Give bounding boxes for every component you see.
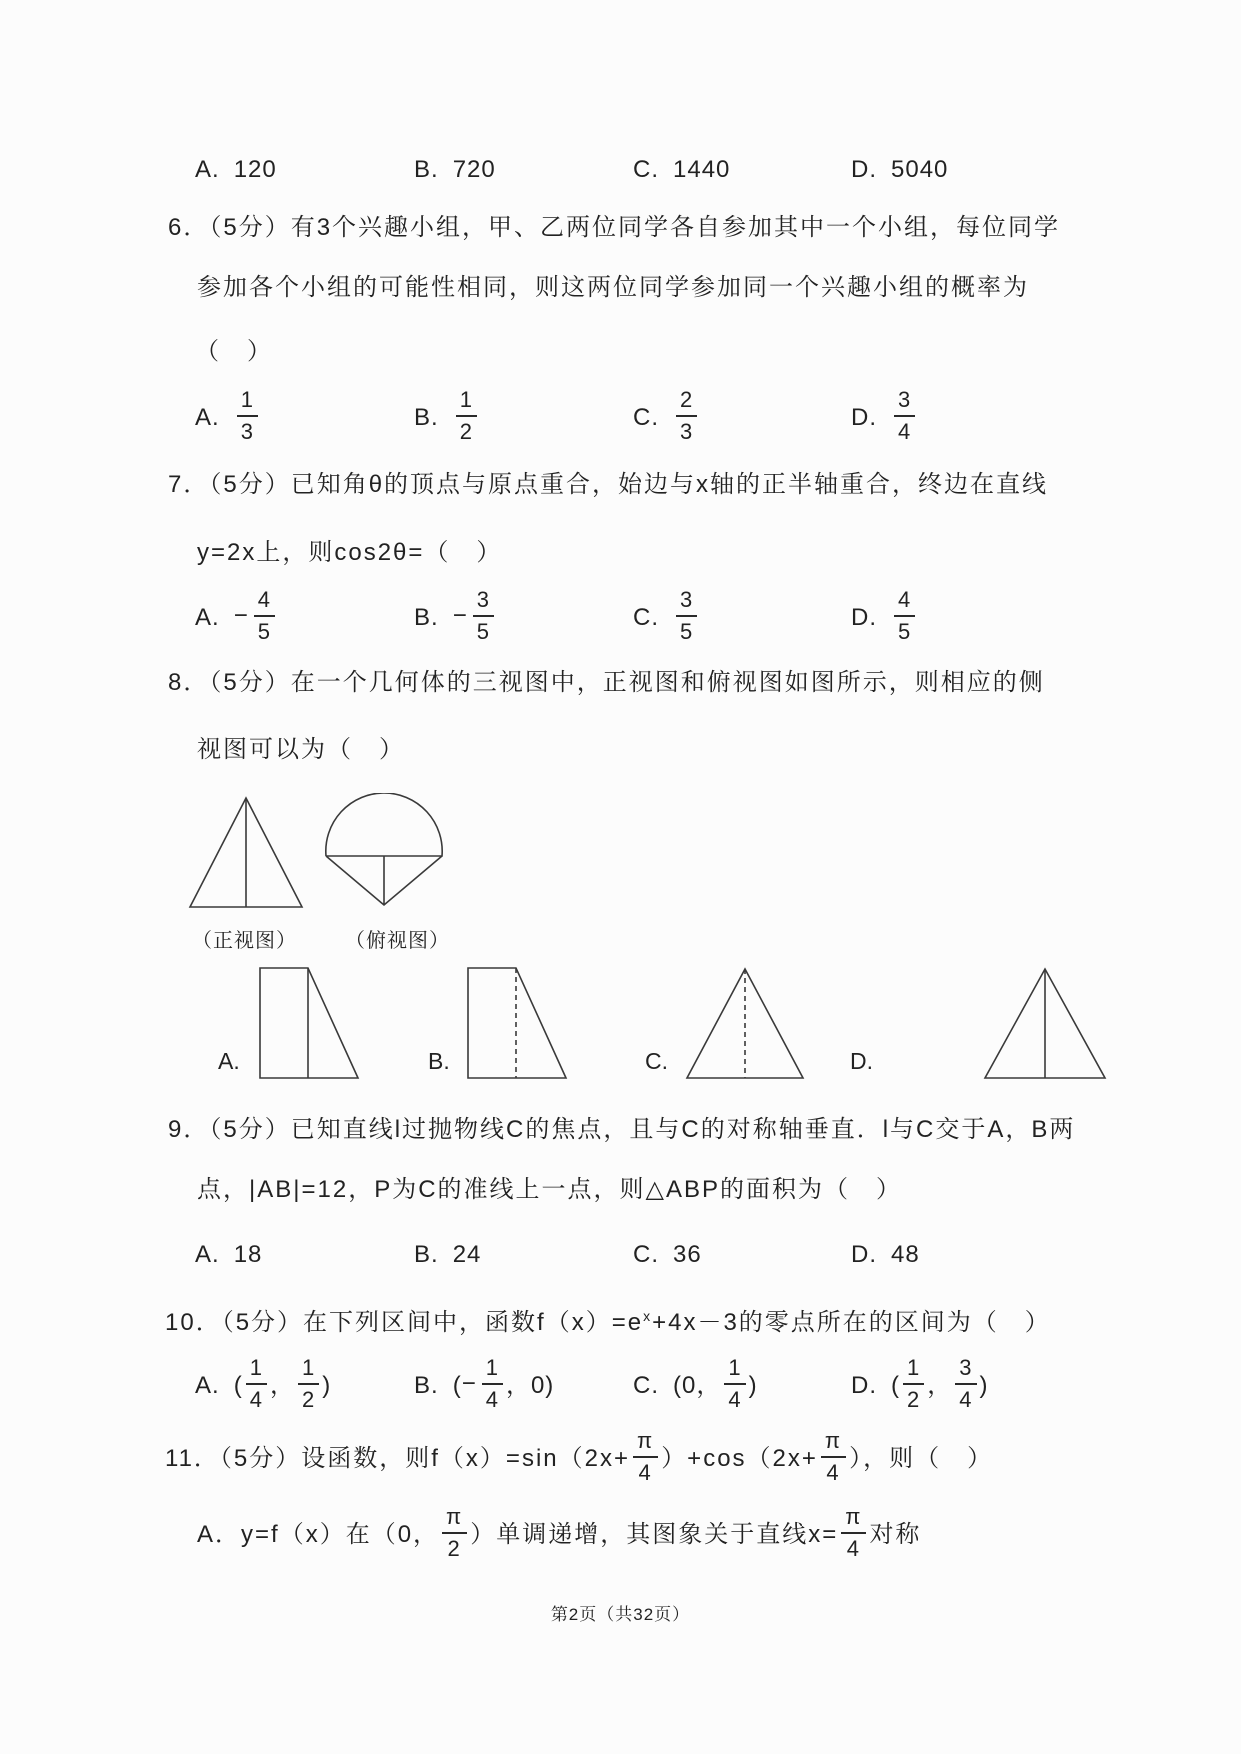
q8-option-a-label: A. [218, 1048, 240, 1074]
fraction-denominator: 2 [301, 1386, 316, 1412]
fraction-numerator: 1 [482, 1355, 503, 1384]
option-label: C. [633, 1241, 659, 1268]
option-label: D. [851, 404, 877, 431]
fraction [442, 1504, 467, 1561]
option-label: B. [414, 604, 439, 631]
fraction [894, 387, 915, 444]
option-value [673, 587, 700, 644]
fraction-denominator: 3 [240, 418, 254, 444]
fraction-numerator: 3 [473, 587, 494, 616]
text-token: ( [233, 1372, 243, 1399]
text-token: 5040 [891, 156, 949, 183]
option-b [414, 1241, 481, 1269]
option-c [633, 1355, 758, 1415]
text-token: 720 [452, 156, 496, 183]
fraction-numerator: 2 [676, 387, 697, 416]
fraction-numerator: 1 [298, 1355, 319, 1384]
option-label: C. [633, 156, 659, 183]
option-value [673, 1355, 758, 1412]
superscript: x [643, 1308, 653, 1324]
option-value [233, 1355, 332, 1412]
front-view-figure [184, 793, 306, 911]
option-value [233, 587, 278, 644]
minus-sign: − [233, 601, 249, 629]
text-token: ， [269, 1372, 295, 1399]
text-token: ）+cos（2x+ [661, 1445, 818, 1472]
top-view-figure [321, 793, 447, 907]
text-token: 11．（5分）设函数，则f（x）=sin（2x+ [165, 1445, 630, 1472]
fraction-denominator: 4 [728, 1386, 742, 1412]
option-value [453, 387, 480, 444]
option-label: D. [851, 1372, 877, 1399]
option-value [453, 156, 496, 183]
fraction-denominator: 4 [959, 1386, 973, 1412]
option-value [234, 387, 261, 444]
option-value [673, 156, 730, 183]
text-token: ），则（ ） [849, 1445, 994, 1472]
fraction-denominator: 3 [680, 418, 694, 444]
top-view-label: （俯视图） [345, 930, 450, 952]
fraction [482, 1355, 503, 1412]
option-d [851, 1241, 920, 1269]
q8-option-a-figure [258, 966, 360, 1080]
option-label: B. [414, 1241, 439, 1268]
fraction-numerator: 3 [955, 1355, 976, 1384]
option-label: C. [633, 404, 659, 431]
fraction-denominator: 4 [638, 1459, 653, 1485]
option-c [633, 1241, 702, 1269]
text-token: +4x－3的零点所在的区间为（ ） [652, 1309, 1051, 1336]
fraction-denominator: 2 [447, 1535, 462, 1561]
fraction-denominator: 5 [898, 618, 912, 644]
fraction [841, 1504, 866, 1561]
option-label: C. [633, 604, 659, 631]
option-value [453, 1241, 482, 1268]
question-8-line-1: 8．（5分）在一个几何体的三视图中，正视图和俯视图如图所示，则相应的侧 [168, 669, 1045, 696]
option-label: A. [195, 1372, 220, 1399]
option-c [633, 387, 700, 447]
question-7-line-1: 7．（5分）已知角θ的顶点与原点重合，始边与x轴的正半轴重合，终边在直线 [168, 471, 1049, 498]
fraction [903, 1355, 924, 1412]
fraction-numerator: 4 [894, 587, 915, 616]
option-value [891, 1241, 920, 1268]
option-b [414, 156, 496, 184]
option-label: A. [195, 604, 220, 631]
question-11-line-1 [165, 1430, 993, 1488]
text-token: ，0) [505, 1372, 555, 1399]
fraction [246, 1355, 267, 1412]
q8-option-b-label: B. [428, 1048, 450, 1074]
fraction [724, 1355, 745, 1412]
text-token: 对称 [869, 1521, 922, 1548]
fraction-numerator: 3 [894, 387, 915, 416]
option-value [891, 156, 948, 183]
text-token: 10．（5分）在下列区间中，函数f（x）=e [165, 1309, 644, 1336]
fraction [456, 387, 477, 444]
question-9-line-2: 点，|AB|=12，P为C的准线上一点，则△ABP的面积为（ ） [197, 1176, 903, 1203]
option-d [851, 387, 918, 447]
front-view-label: （正视图） [192, 930, 297, 952]
option-value [891, 587, 918, 644]
question-9-line-1: 9．（5分）已知直线l过抛物线C的焦点，且与C的对称轴垂直．l与C交于A，B两 [168, 1116, 1076, 1143]
fraction-numerator: 1 [456, 387, 477, 416]
option-label: C. [633, 1372, 659, 1399]
option-a [195, 1241, 262, 1269]
q8-option-c-label: C. [645, 1048, 668, 1074]
text-token: ( [452, 1372, 462, 1399]
option-b [414, 1355, 555, 1415]
text-token: A．y=f（x）在（0， [197, 1521, 440, 1548]
option-value [673, 1241, 702, 1268]
fraction-denominator: 4 [249, 1386, 263, 1412]
fraction-numerator: π [821, 1428, 846, 1457]
fraction-denominator: 5 [257, 618, 271, 644]
fraction [633, 1428, 658, 1485]
fraction-numerator: 4 [254, 587, 275, 616]
text-token: 18 [233, 1241, 263, 1268]
fraction-numerator: 1 [903, 1355, 924, 1384]
fraction [254, 587, 275, 644]
fraction [473, 587, 494, 644]
text-token: ) [979, 1372, 989, 1399]
fraction [237, 387, 258, 444]
q8-option-b-figure [466, 966, 568, 1080]
question-6-line-1: 6．（5分）有3个兴趣小组，甲、乙两位同学各自参加其中一个小组，每位同学 [168, 214, 1061, 241]
minus-sign: − [461, 1369, 477, 1397]
fraction-numerator: π [442, 1504, 467, 1533]
option-a [195, 387, 261, 447]
question-7-line-2: y=2x上，则cos2θ=（ ） [197, 539, 503, 566]
option-label: A. [195, 156, 220, 183]
option-d [851, 156, 948, 184]
fraction [676, 387, 697, 444]
text-token: ) [748, 1372, 758, 1399]
fraction-numerator: 1 [246, 1355, 267, 1384]
text-token: 48 [891, 1241, 920, 1268]
option-label: D. [851, 156, 877, 183]
q8-option-d-label: D. [850, 1048, 873, 1074]
fraction-numerator: 1 [237, 387, 258, 416]
question-6-line-2: 参加各个小组的可能性相同，则这两位同学参加同一个兴趣小组的概率为 [197, 274, 1029, 301]
fraction-denominator: 5 [476, 618, 490, 644]
fraction-numerator: 1 [724, 1355, 745, 1384]
option-label: D. [851, 1241, 877, 1268]
option-value [891, 387, 918, 444]
fraction-numerator: π [841, 1504, 866, 1533]
text-token: ) [322, 1372, 332, 1399]
fraction [894, 587, 915, 644]
text-token: ， [927, 1372, 953, 1399]
fraction [955, 1355, 976, 1412]
text-token: 24 [452, 1241, 482, 1268]
minus-sign: − [452, 601, 468, 629]
fraction-numerator: 3 [676, 587, 697, 616]
fraction-denominator: 4 [826, 1459, 841, 1485]
option-a [195, 587, 278, 647]
fraction-denominator: 5 [680, 618, 694, 644]
page-footer: 第2页（共32页） [550, 1605, 691, 1624]
option-d [851, 587, 918, 647]
option-value [234, 156, 277, 183]
option-c [633, 156, 730, 184]
fraction [676, 587, 697, 644]
text-token: (0， [673, 1372, 722, 1399]
fraction [298, 1355, 319, 1412]
text-token: ）单调递增，其图象关于直线x= [470, 1521, 839, 1548]
fraction [821, 1428, 846, 1485]
option-value [891, 1355, 989, 1412]
option-label: A. [195, 1241, 220, 1268]
option-d [851, 1355, 989, 1415]
q8-option-c-figure [685, 966, 805, 1080]
text-token: 36 [673, 1241, 702, 1268]
text-token: 1440 [673, 156, 731, 183]
fraction-denominator: 2 [907, 1386, 921, 1412]
question-10-line-1 [165, 1301, 1051, 1338]
fraction-denominator: 4 [898, 418, 912, 444]
option-label: B. [414, 404, 439, 431]
option-value [673, 387, 700, 444]
option-b [414, 587, 497, 647]
text-token: ( [891, 1372, 900, 1399]
option-c [633, 587, 700, 647]
text-token: 120 [233, 156, 277, 183]
fraction-denominator: 4 [846, 1535, 861, 1561]
option-b [414, 387, 480, 447]
option-label: B. [414, 1372, 439, 1399]
fraction-numerator: π [633, 1428, 658, 1457]
option-value [452, 587, 497, 644]
option-label: D. [851, 604, 877, 631]
option-value [234, 1241, 263, 1268]
q8-option-d-figure [983, 966, 1107, 1080]
option-label: B. [414, 156, 439, 183]
fraction-denominator: 4 [485, 1386, 499, 1412]
question-8-line-2: 视图可以为（ ） [197, 736, 405, 763]
option-a [195, 1355, 332, 1415]
option-a [195, 156, 277, 184]
question-6-answer-blank: （ ） [195, 338, 273, 365]
option-label: A. [195, 404, 220, 431]
fraction-denominator: 2 [459, 418, 473, 444]
option-value [452, 1355, 555, 1412]
question-11-option-a-line [197, 1506, 921, 1564]
